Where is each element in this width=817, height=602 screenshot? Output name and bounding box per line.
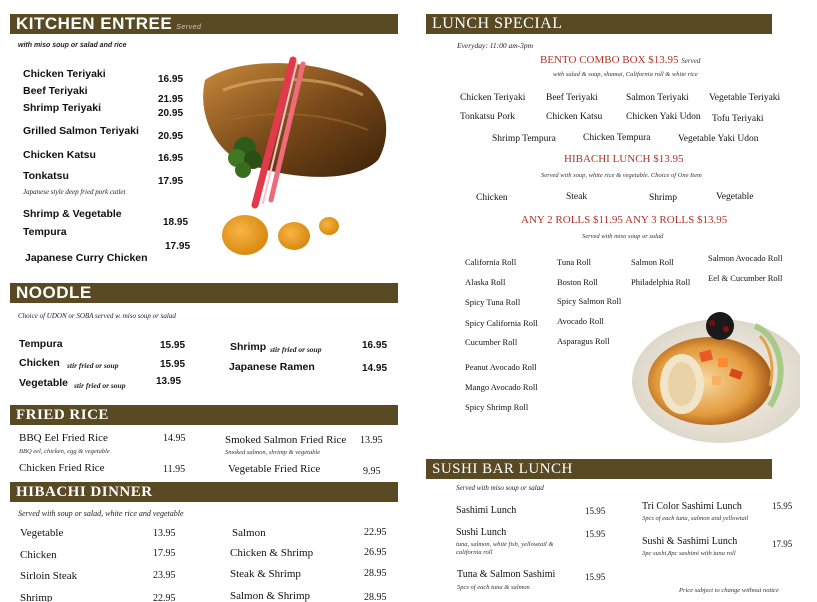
menu-item-name: Shrimp	[230, 341, 267, 353]
fried-rice-header	[10, 405, 398, 425]
menu-item-name: Sirloin Steak	[20, 570, 78, 582]
bento-item: Vegetable Yaki Udon	[678, 134, 759, 144]
menu-item-note: stir fried or soup	[74, 381, 126, 390]
menu-item-name: Beef Teriyaki	[23, 85, 88, 97]
menu-item-name: Japanese Ramen	[229, 361, 315, 373]
menu-item-note: BBQ eel, chicken, egg & vegetable	[19, 448, 110, 455]
rolls-note: Served with miso soup or salad	[582, 233, 664, 240]
roll-item: Cucumber Roll	[465, 337, 518, 347]
roll-item: Spicy California Roll	[465, 318, 538, 328]
roll-item: Peanut Avocado Roll	[465, 362, 537, 372]
hibachi-lunch-item: Shrimp	[649, 193, 677, 203]
menu-item-price: 26.95	[364, 547, 387, 558]
price-disclaimer: Price subject to change without notice	[679, 587, 779, 594]
sushi-roll-dish-image	[620, 296, 800, 446]
menu-item-name: Sushi Lunch	[456, 527, 507, 538]
menu-item-name: Shrimp	[20, 592, 53, 602]
roll-item: Salmon Avocado Roll	[708, 253, 783, 263]
menu-item-price: 13.95	[153, 528, 176, 539]
menu-item-name: Chicken & Shrimp	[230, 547, 314, 559]
menu-item-price: 14.95	[362, 363, 388, 374]
menu-item-name: Vegetable	[19, 377, 69, 389]
noodle-note: Choice of UDON or SOBA served w. miso soup or salad	[18, 312, 176, 320]
menu-item-price: 13.95	[156, 376, 182, 387]
bento-title-text: BENTO COMBO BOX $13.95	[540, 54, 679, 66]
menu-item-name: Salmon & Shrimp	[230, 590, 311, 602]
menu-item-name: Sushi & Sashimi Lunch	[642, 536, 738, 547]
hibachi-dinner-title: HIBACHI DINNER	[16, 484, 153, 500]
roll-item: Tuna Roll	[557, 257, 591, 267]
menu-item-price: 16.95	[362, 340, 388, 351]
bento-item: Shrimp Tempura	[492, 134, 556, 144]
roll-item: Eel & Cucumber Roll	[708, 273, 783, 283]
menu-item-name: Vegetable	[20, 527, 64, 539]
hibachi-lunch-note: Served with soup, white rice & vegetable. Choice of One Item	[541, 172, 702, 179]
menu-item-name: Shrimp & Vegetable	[23, 208, 122, 220]
bento-tag: Served	[681, 57, 701, 65]
menu-item-price: 18.95	[163, 217, 189, 228]
sushi-bar-title: SUSHI BAR LUNCH	[432, 461, 573, 477]
roll-item: Spicy Shrimp Roll	[465, 402, 529, 412]
menu-item-price: 16.95	[158, 74, 184, 85]
kitchen-entree-tag: Served	[176, 24, 202, 31]
sushi-bar-note: Served with miso soup or salad	[456, 484, 544, 492]
bento-item: Salmon Teriyaki	[626, 93, 689, 103]
menu-item-price: 15.95	[585, 529, 606, 539]
menu-item-price: 28.95	[364, 568, 387, 579]
menu-item-name: Tri Color Sashimi Lunch	[642, 501, 742, 512]
roll-item: Asparagus Roll	[557, 336, 610, 346]
lunch-special-header	[426, 14, 772, 34]
menu-item-price: 15.95	[585, 506, 606, 516]
black-cod-dish-image	[193, 50, 398, 265]
menu-item-note: Smoked salmon, shrimp & vegetable	[225, 449, 321, 456]
menu-item-name: Tempura	[23, 226, 67, 238]
kitchen-entree-title: KITCHEN ENTREE	[16, 14, 173, 33]
menu-item-price: 23.95	[153, 570, 176, 581]
menu-item-note: 3pcs of each tuna, salmon and yellowtail	[642, 515, 749, 522]
menu-item-price: 13.95	[360, 435, 383, 446]
menu-item-name: Shrimp Teriyaki	[23, 102, 102, 114]
bento-item: Chicken Yaki Udon	[626, 112, 701, 122]
menu-item-price: 20.95	[158, 131, 184, 142]
roll-item: Mango Avocado Roll	[465, 382, 538, 392]
menu-item-name: Grilled Salmon Teriyaki	[23, 125, 139, 137]
roll-item: Spicy Tuna Roll	[465, 297, 521, 307]
hibachi-lunch-item: Steak	[566, 192, 588, 202]
bento-item: Vegetable Teriyaki	[709, 93, 781, 103]
roll-item: Boston Roll	[557, 277, 598, 287]
hibachi-lunch-item: Vegetable	[716, 192, 754, 202]
menu-item-price: 14.95	[163, 433, 186, 444]
bento-item: Chicken Katsu	[546, 112, 603, 122]
bento-item: Tonkatsu Pork	[460, 112, 516, 122]
hibachi-lunch-title: HIBACHI LUNCH $13.95	[564, 153, 684, 165]
menu-item-name: Steak & Shrimp	[230, 568, 301, 580]
hibachi-dinner-header	[10, 482, 398, 502]
menu-item-price: 17.95	[772, 539, 793, 549]
menu-item-name: Sashimi Lunch	[456, 505, 517, 516]
menu-item-price: 15.95	[160, 359, 186, 370]
bento-item: Tofu Teriyaki	[712, 114, 764, 124]
menu-item-price: 15.95	[772, 501, 793, 511]
roll-item: Spicy Salmon Roll	[557, 296, 622, 306]
hibachi-dinner-note: Served with soup or salad, white rice and vegetable	[18, 509, 184, 518]
bento-item: Chicken Teriyaki	[460, 93, 526, 103]
menu-item-name: Tuna & Salmon Sashimi	[457, 569, 556, 580]
kitchen-entree-note: with miso soup or salad and rice	[18, 42, 127, 49]
menu-item-name: Chicken Katsu	[23, 149, 96, 161]
sushi-bar-header	[426, 459, 772, 479]
bento-item: Chicken Tempura	[583, 133, 651, 143]
roll-item: Avocado Roll	[557, 316, 604, 326]
menu-item-name: Smoked Salmon Fried Rice	[225, 434, 347, 446]
menu-item-name: Chicken Teriyaki	[23, 68, 106, 80]
noodle-title: NOODLE	[16, 283, 92, 302]
menu-item-price: 28.95	[364, 592, 387, 602]
menu-item-name: Tonkatsu	[23, 170, 69, 182]
hibachi-lunch-item: Chicken	[476, 193, 508, 203]
lunch-special-title: LUNCH SPECIAL	[432, 15, 563, 32]
bento-title	[540, 54, 700, 66]
menu-item-price: 15.95	[160, 340, 186, 351]
menu-item-price: 16.95	[158, 153, 184, 164]
menu-item-price: 20.95	[158, 108, 184, 119]
noodle-header	[10, 283, 398, 303]
menu-item-name: Chicken	[19, 357, 60, 369]
kitchen-entree-header	[10, 14, 398, 34]
menu-item-name: Salmon	[232, 527, 266, 539]
bento-item: Beef Teriyaki	[546, 93, 598, 103]
rolls-title: ANY 2 ROLLS $11.95 ANY 3 ROLLS $13.95	[521, 214, 728, 226]
menu-item-name: Vegetable Fried Rice	[228, 463, 321, 475]
menu-item-name: Japanese Curry Chicken	[25, 252, 148, 264]
menu-item-price: 9.95	[363, 466, 381, 477]
menu-item-price: 22.95	[364, 527, 387, 538]
menu-item-note: 3pc sushi,8pc sashimi with tuna roll	[642, 550, 736, 557]
lunch-hours: Everyday: 11:00 am-3pm	[457, 41, 534, 50]
menu-item-name: Chicken Fried Rice	[19, 462, 105, 474]
fried-rice-title: FRIED RICE	[16, 407, 109, 423]
menu-item-name: BBQ Eel Fried Rice	[19, 432, 108, 444]
menu-item-name: Chicken	[20, 549, 57, 561]
menu-item-price: 17.95	[158, 176, 184, 187]
menu-item-price: 22.95	[153, 593, 176, 602]
menu-item-price: 17.95	[153, 548, 176, 559]
menu-item-price: 11.95	[163, 464, 186, 475]
menu-item-note: stir fried or soup	[270, 345, 322, 354]
roll-item: Salmon Roll	[631, 257, 674, 267]
roll-item: California Roll	[465, 257, 517, 267]
menu-item-note: stir fried or soup	[67, 361, 119, 370]
menu-item-note: 5pcs of each tuna & salmon	[457, 584, 530, 591]
menu-item-price: 17.95	[165, 241, 191, 252]
tonkatsu-note: Japanese style deep fried pork cutlet	[23, 188, 126, 196]
menu-item-name: Tempura	[19, 338, 63, 350]
roll-item: Philadelphia Roll	[631, 277, 691, 287]
bento-note: with salad & soup, shumai, California roll & white rice	[553, 71, 698, 78]
roll-item: Alaska Roll	[465, 277, 506, 287]
menu-item-price: 21.95	[158, 94, 184, 105]
menu-item-price: 15.95	[585, 572, 606, 582]
menu-item-note: tuna, salmon, white fish, yellowtail & california roll	[456, 541, 554, 556]
